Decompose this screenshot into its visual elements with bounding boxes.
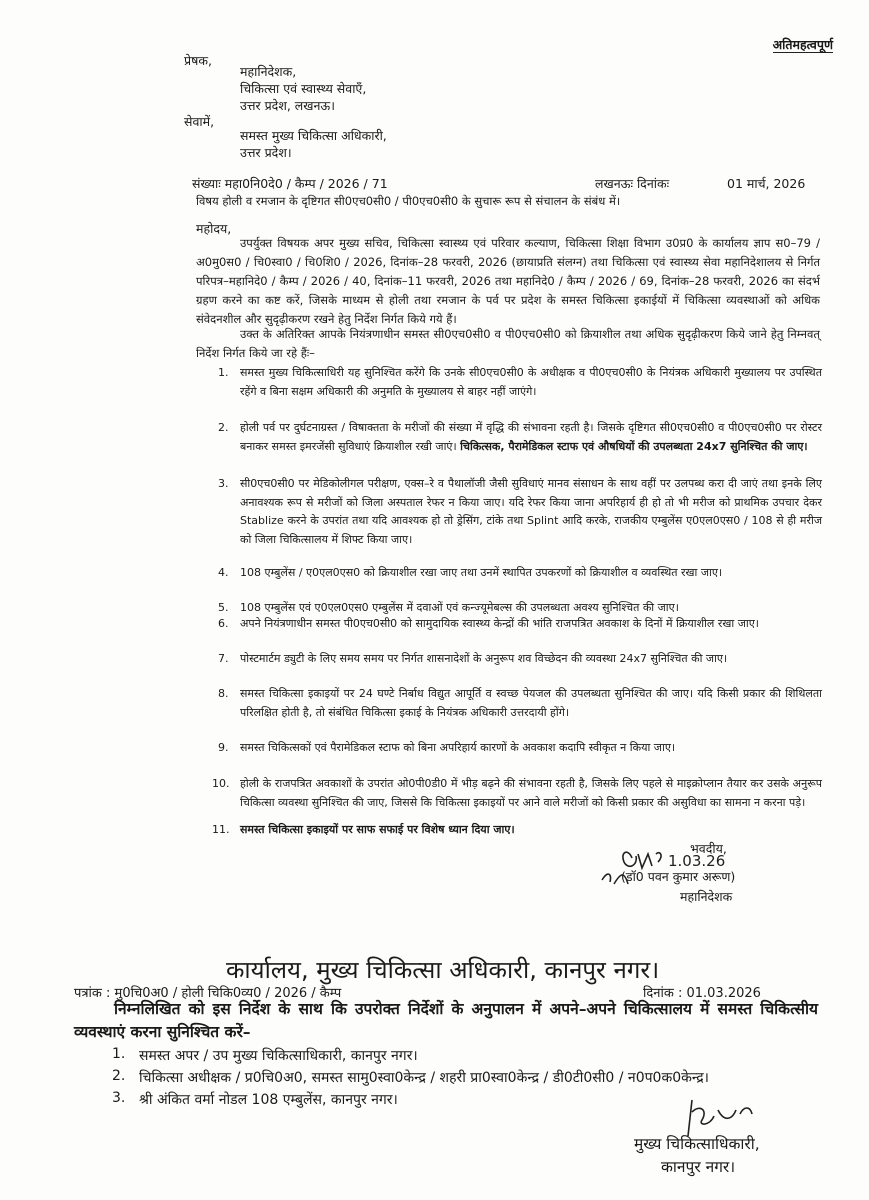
directive-item: 108 एम्बुलेंस एवं ए0एल0एस0 एम्बुलेंस में दवाओं एवं कन्ज्यूमेबल्स की उपलब्धता अवश्य सुनिश्चित की जाए। <box>240 601 679 614</box>
sender-line-2: चिकित्सा एवं स्वास्थ्य सेवाएँ, <box>240 81 367 96</box>
endorsement-list-number: 3. <box>112 1090 126 1106</box>
directive-item: होली के राजपत्रित अवकाशों के उपरांत ओ0पी0डी0 में भीड़ बढ़ने की संभावना रहती है, जिसके लिए पहले से माइक्रोप्लान तैयार कर उसके अनुरूप चिकित्सा व्यवस्था सुनिश्चित की जाए, जिससे कि चिकित्सा इकाइयों पर आने वाले मरीजों को किसी प्रकार की असुविधा का सामना न करना पड़े। <box>240 777 822 809</box>
sender-label: प्रेषक, <box>184 53 212 68</box>
cmo-place: कानपुर नगर। <box>661 1158 736 1176</box>
endorsement-list-number: 2. <box>112 1068 126 1084</box>
subject-line: विषय होली व रमजान के दृष्टिगत सी0एच0सी0 / पी0एच0सी0 के सुचारू रूप से संचालन के संबंध में। <box>196 194 621 208</box>
reference-number: संख्याः महा0नि0दे0 / कैम्प / 2026 / 71 <box>192 176 388 191</box>
dinank: दिनांक : 01.03.2026 <box>643 986 761 1001</box>
item-number: 6. <box>218 617 229 630</box>
directive-item: अपने नियंत्रणाधीन समस्त पी0एच0सी0 को सामुदायिक स्वास्थ्य केन्द्रों की भांति राजपत्रित अवकाश के दिनों में क्रियाशील रखा जाए। <box>240 617 759 630</box>
sender-line-3: उत्तर प्रदेश, लखनऊ। <box>240 98 335 113</box>
recipient-label: सेवामें, <box>184 114 215 129</box>
patrank: पत्रांक : मु0चि0अ0 / होली चिकि0व्य0 / 2026 / कैम्प <box>74 986 342 1001</box>
item-number: 1. <box>218 366 229 379</box>
directive-item <box>240 821 822 840</box>
salutation: महोदय, <box>196 221 232 236</box>
directive-bold-text: समस्त चिकित्सा इकाइयों पर साफ सफाई पर विशेष ध्यान दिया जाए। <box>240 823 515 836</box>
intro-paragraph-2: उक्त के अतिरिक्त आपके नियंत्रणाधीन समस्त सी0एच0सी0 व पी0एच0सी0 को क्रियाशील तथा अधिक सुदृढ़ीकरण किये जाने हेतु निम्नवत् निर्देश निर्गत किये जा रहे हैंः– <box>196 327 820 360</box>
office-title: कार्यालय, मुख्य चिकित्सा अधिकारी, कानपुर नगर। <box>226 956 660 984</box>
directive-item: होली पर्व पर दुर्घटनाग्रस्त / विषाक्तता के मरीजों की संख्या में वृद्धि की संभावना रहती है। जिसके दृष्टिगत सी0एच0सी0 व पी0एच0सी0 पर रोस्टर बनाकर समस्त इमरजेंसी सुविधाएं क्रियाशील रखी जाएं। चिकित्सक, पैरामेडिकल स्टाफ एवं औषधियों की उपलब्धता 24x7 सुनिश्चित की जाए। <box>240 421 822 453</box>
directive-item: सी0एच0सी0 पर मेडिकोलीगल परीक्षण, एक्स–रे व पैथालॉजी जैसी सुविधाएं मानव संसाधन के साथ वहीं पर उलपब्ध करा दी जाएं तथा इनके लिए अनावश्यक रूप से मरीजों को जिला अस्पताल रेफर न किया जाए। यदि रेफर किया जाना अपरिहार्य ही हो तो भी मरीज को प्राथमिक उपचार देकर Stablize करने के उपरांत तथा यदि आवश्यक हो तो ड्रेसिंग, टांके तथा Splint आदि करके, राजकीय एम्बुलेंस ए0एल0एस0 / 108 से ही मरीज को जिला चिकित्सालय में शिफ्ट किया जाए। <box>240 477 822 546</box>
item-number: 2. <box>218 421 229 434</box>
directive-item: पोस्टमार्टम ड्युटी के लिए समय समय पर निर्गत शासनादेशों के अनुरूप शव विच्छेदन की व्यवस्था 24x7 सुनिश्चित की जाए। <box>240 652 728 665</box>
item-number: 11. <box>212 823 230 836</box>
closing: भवदीय, <box>690 841 727 856</box>
endorsement-list-item: चिकित्सा अधीक्षक / प्र0चि0अ0, समस्त सामु0स्वा0केन्द्र / शहरी प्रा0स्वा0केन्द्र / डी0टी0सी0 / न0प0क0केन्द्र। <box>139 1070 709 1086</box>
endorsement-list-item: श्री अंकित वर्मा नोडल 108 एम्बुलेंस, कानपुर नगर। <box>139 1092 398 1108</box>
recipient-line-2: उत्तर प्रदेश। <box>240 145 292 160</box>
priority-label: अतिमहत्वपूर्ण <box>772 37 833 52</box>
item-number: 3. <box>218 477 229 490</box>
sender-line-1: महानिदेशक, <box>240 64 297 79</box>
item-number: 4. <box>218 566 229 579</box>
directive-bold-text: चिकित्सक, पैरामेडिकल स्टाफ एवं औषधियों की उपलब्धता 24x7 सुनिश्चित की जाए। <box>460 439 808 453</box>
signatory-title: महानिदेशक <box>680 889 733 904</box>
item-number: 7. <box>218 652 229 665</box>
directive-item: समस्त चिकित्सा इकाइयों पर 24 घण्टे निर्बाध विद्युत आपूर्ति व स्वच्छ पेयजल की उपलब्धता सुनिश्चित की जाए। यदि किसी प्रकार की शिथिलता परिलक्षित होती है, तो संबंधित चिकित्सा इकाई के नियंत्रक अधिकारी उत्तरदायी होंगे। <box>240 687 822 719</box>
endorsement-list-number: 1. <box>112 1046 126 1062</box>
item-number: 9. <box>218 741 229 754</box>
letter-date: 01 मार्च, 2026 <box>727 176 806 191</box>
cmo-title: मुख्य चिकित्साधिकारी, <box>634 1135 760 1153</box>
endorsement-body: निम्नलिखित को इस निर्देश के साथ कि उपरोक्त निर्देशों के अनुपालन में अपने–अपने चिकित्सालय में समस्त चिकित्सीय व्यवस्थाएं करना सुनिश्चित करें– <box>74 1000 818 1041</box>
signature-date: 1.03.26 <box>668 852 726 870</box>
intro-paragraph: उपर्युक्त विषयक अपर मुख्य सचिव, चिकित्सा स्वास्थ्य एवं परिवार कल्याण, चिकित्सा शिक्षा विभाग उ0प्र0 के कार्यालय ज्ञाप स0–79 / अ0मु0स0 / चि0स्वा0 / चि0शि0 / 2026, दिनांक–28 फरवरी, 2026 (छायाप्रति संलग्न) तथा चिकित्सा एवं स्वास्थ्य सेवा महानिदेशालय से निर्गत परिपत्र–महानिदे0 / कैम्प / 2026 / 40, दिनांक–11 फरवरी, 2026 तथा महानिदे0 / कैम्प / 2026 / 69, दिनांक–28 फरवरी, 2026 का संदर्भ ग्रहण करने का कष्ट करें, जिसके माध्यम से होली तथा रमजान के पर्व पर प्रदेश के समस्त चिकित्सा इकाईयों में चिकित्सा व्यवस्थाओं को अधिक संवेदनशील और सुदृढ़ीकरण रखने हेतु निर्देश निर्गत किये गये हैं। <box>196 236 820 326</box>
item-number: 8. <box>218 687 229 700</box>
directive-item: 108 एम्बुलेंस / ए0एल0एस0 को क्रियाशील रखा जाए तथा उनमें स्थापित उपकरणों को क्रियाशील व व्यवस्थित रखा जाए। <box>240 566 723 579</box>
endorsement-list-item: समस्त अपर / उप मुख्य चिकित्साधिकारी, कानपुर नगर। <box>139 1048 418 1064</box>
directive-item: समस्त मुख्य चिकित्साधिरी यह सुनिश्चित करेंगे कि उनके सी0एच0सी0 के अधीक्षक व पी0एच0सी0 के नियंत्रक अधिकारी मुख्यालय पर उपस्थित रहेंगे व बिना सक्षम अधिकारी की अनुमति के मुख्यालय से बाहर नहीं जाएंगे। <box>240 366 822 398</box>
place-date-label: लखनऊः दिनांकः <box>595 176 670 191</box>
item-number: 5. <box>218 601 229 614</box>
recipient-line-1: समस्त मुख्य चिकित्सा अधिकारी, <box>240 128 387 143</box>
item-number: 10. <box>212 777 230 790</box>
signatory-name: (डॉ0 पवन कुमार अरूण) <box>621 869 736 884</box>
directive-item: समस्त चिकित्सकों एवं पैरामेडिकल स्टाफ को बिना अपरिहार्य कारणों के अवकाश कदापि स्वीकृत न किया जाए। <box>240 741 676 754</box>
